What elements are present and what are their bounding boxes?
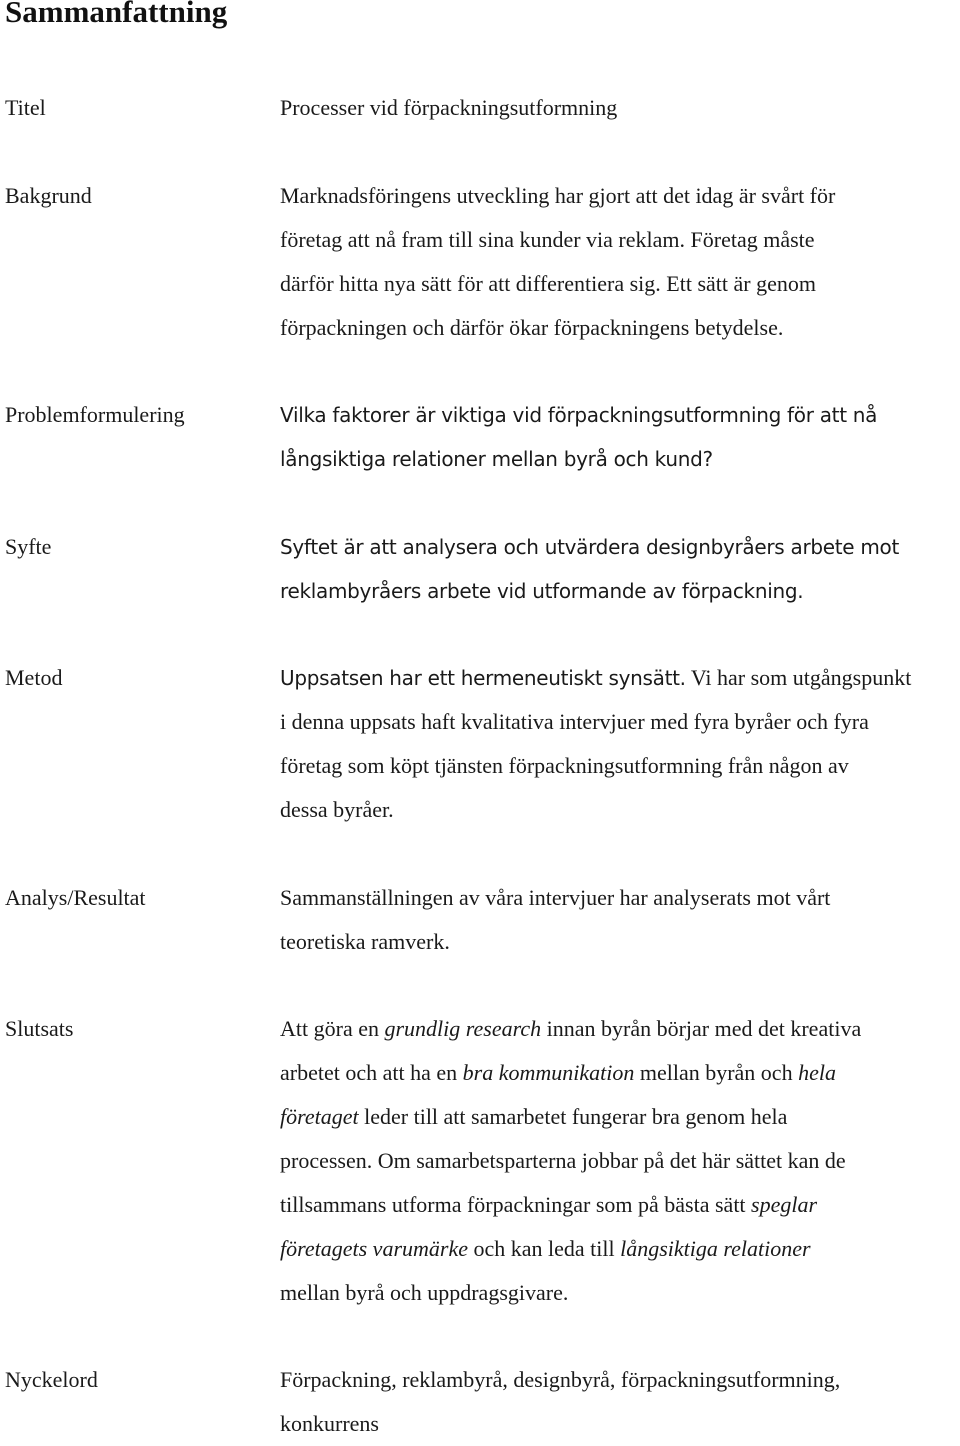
- text-run: och kan leda till: [467, 1236, 621, 1261]
- text-line: [280, 1183, 960, 1227]
- emphasis-text: speglar: [751, 1192, 818, 1217]
- emphasis-text: företaget: [280, 1104, 359, 1129]
- section-text-metod: [280, 656, 960, 832]
- text-run: mellan byrån och: [634, 1060, 799, 1085]
- emphasis-text: företagets varumärke: [280, 1236, 468, 1261]
- text-line: företag som köpt tjänsten förpackningsutformning från någon av: [280, 753, 849, 778]
- emphasis-text: grundlig research: [384, 1016, 542, 1041]
- section-text-nyckelord: [280, 1358, 960, 1446]
- text-line: Syftet är att analysera och utvärdera designbyråers arbete mot: [280, 535, 900, 559]
- text-run: Vi har som utgångspunkt: [685, 665, 912, 690]
- section-text-titel: [280, 86, 960, 130]
- section-label-problemformulering: Problemformulering: [5, 402, 185, 427]
- page-title: Sammanfattning: [5, 0, 228, 29]
- text-line: reklambyråers arbete vid utformande av förpackning.: [280, 579, 804, 603]
- text-line: Sammanställningen av våra intervjuer har analyserats mot vårt: [280, 885, 831, 910]
- text-line: [280, 656, 960, 700]
- section-text-bakgrund: [280, 174, 960, 350]
- text-line: företag att nå fram till sina kunder via reklam. Företag måste: [280, 227, 815, 252]
- text-line: [280, 1139, 960, 1183]
- text-run: processen.: [280, 1148, 373, 1173]
- text-line: konkurrens: [280, 1411, 379, 1436]
- section-label-analys-resultat: Analys/Resultat: [5, 885, 146, 910]
- text-run: Att göra en: [280, 1016, 385, 1041]
- text-line: Vilka faktorer är viktiga vid förpackningsutformning för att nå: [280, 403, 878, 427]
- section-label-metod: Metod: [5, 665, 63, 690]
- section-label-syfte: Syfte: [5, 534, 52, 559]
- section-label-nyckelord: Nyckelord: [5, 1367, 98, 1392]
- emphasis-text: hela: [798, 1060, 836, 1085]
- text-line: [280, 1095, 960, 1139]
- section-label-titel: Titel: [5, 95, 46, 120]
- text-run: Om samarbetsparterna jobbar på det här sättet kan de: [372, 1148, 846, 1173]
- text-line: mellan byrå och uppdragsgivare.: [280, 1280, 569, 1305]
- text-run: innan byrån börjar med det kreativa: [541, 1016, 862, 1041]
- section-text-problemformulering: [280, 393, 960, 481]
- text-line: Förpackning, reklambyrå, designbyrå, förpackningsutformning,: [280, 1367, 841, 1392]
- text-line: teoretiska ramverk.: [280, 929, 450, 954]
- text-line: förpackningen och därför ökar förpackningens betydelse.: [280, 315, 784, 340]
- text-run: Uppsatsen har ett hermeneutiskt synsätt.: [280, 666, 686, 690]
- emphasis-text: bra kommunikation: [462, 1060, 635, 1085]
- text-run: leder till att samarbetet fungerar bra genom hela: [358, 1104, 788, 1129]
- text-line: [280, 1051, 960, 1095]
- section-label-slutsats: Slutsats: [5, 1016, 74, 1041]
- text-run: tillsammans utforma förpackningar som på bästa sätt: [280, 1192, 752, 1217]
- section-label-bakgrund: Bakgrund: [5, 183, 92, 208]
- text-line: långsiktiga relationer mellan byrå och kund?: [280, 447, 713, 471]
- text-line: dessa byråer.: [280, 797, 394, 822]
- emphasis-text: långsiktiga relationer: [620, 1236, 811, 1261]
- text-line: Processer vid förpackningsutformning: [280, 95, 618, 120]
- section-text-syfte: [280, 525, 960, 613]
- section-text-slutsats: [280, 1007, 960, 1315]
- text-line: i denna uppsats haft kvalitativa intervjuer med fyra byråer och fyra: [280, 709, 869, 734]
- section-text-analys-resultat: [280, 876, 960, 964]
- text-run: arbetet och att ha en: [280, 1060, 463, 1085]
- text-line: därför hitta nya sätt för att differentiera sig. Ett sätt är genom: [280, 271, 816, 296]
- text-line: [280, 1007, 960, 1051]
- text-line: [280, 1227, 960, 1271]
- text-line: Marknadsföringens utveckling har gjort att det idag är svårt för: [280, 183, 836, 208]
